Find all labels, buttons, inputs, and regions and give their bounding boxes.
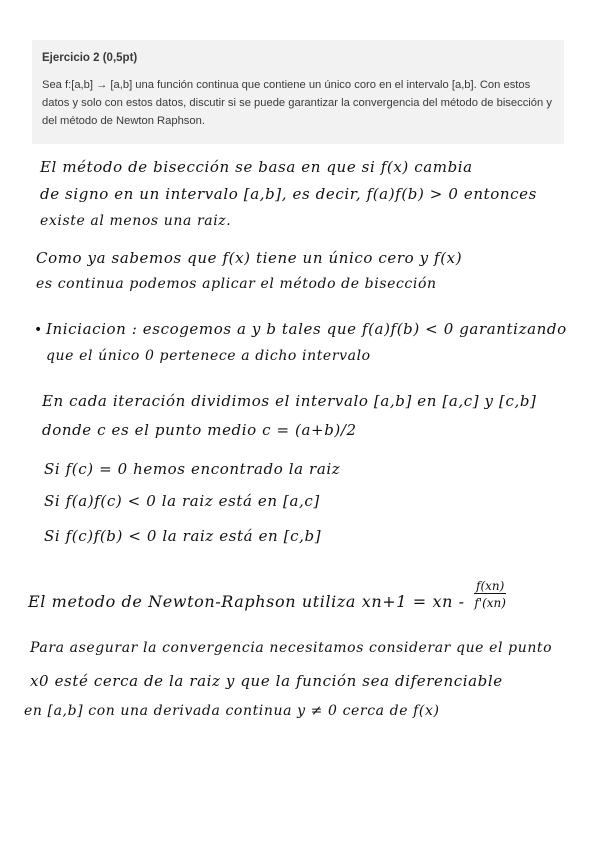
exercise-title: Ejercicio 2 (0,5pt)	[42, 52, 138, 64]
handwritten-line-6: Iniciacion : escogemos a y b tales que f(a)f(b) < 0 garantizando	[46, 320, 567, 338]
handwritten-line-15: x0 esté cerca de la raiz y que la función sea diferenciable	[30, 672, 503, 690]
exercise-statement: Sea f:[a,b] → [a,b] una función continua que contiene un único coro en el intervalo [a,b]. Con estos datos y solo con estos datos, discutir si se puede garantizar la convergencia del método de bisección y del método de Newton Raphson.	[42, 79, 552, 127]
fraction-denominator: f'(xn)	[474, 596, 506, 610]
handwritten-line-1: El método de bisección se basa en que si f(x) cambia	[40, 158, 473, 176]
handwritten-line-5: es continua podemos aplicar el método de bisección	[36, 276, 437, 292]
newton-fraction	[474, 579, 506, 610]
handwritten-line-4: Como ya sabemos que f(x) tiene un único cero y f(x)	[36, 249, 463, 267]
bullet-marker: •	[34, 322, 43, 338]
handwritten-line-8: En cada iteración dividimos el intervalo [a,b] en [a,c] y [c,b]	[42, 392, 537, 410]
handwritten-line-14: Para asegurar la convergencia necesitamos considerar que el punto	[30, 640, 553, 656]
handwritten-line-3: existe al menos una raiz.	[40, 213, 232, 229]
handwritten-line-12: Si f(c)f(b) < 0 la raiz está en [c,b]	[44, 527, 322, 545]
handwritten-line-2: de signo en un intervalo [a,b], es decir, f(a)f(b) > 0 entonces	[40, 185, 537, 203]
handwritten-line-11: Si f(a)f(c) < 0 la raiz está en [a,c]	[44, 492, 320, 510]
handwritten-line-16: en [a,b] con una derivada continua y ≠ 0 cerca de f(x)	[24, 703, 440, 719]
fraction-numerator: f(xn)	[476, 579, 505, 593]
handwritten-line-9: donde c es el punto medio c = (a+b)/2	[42, 421, 357, 439]
handwritten-line-13: El metodo de Newton-Raphson utiliza xn+1 = xn -	[28, 592, 465, 611]
handwritten-line-10: Si f(c) = 0 hemos encontrado la raiz	[44, 460, 341, 478]
handwritten-line-7: que el único 0 pertenece a dicho intervalo	[46, 348, 371, 364]
